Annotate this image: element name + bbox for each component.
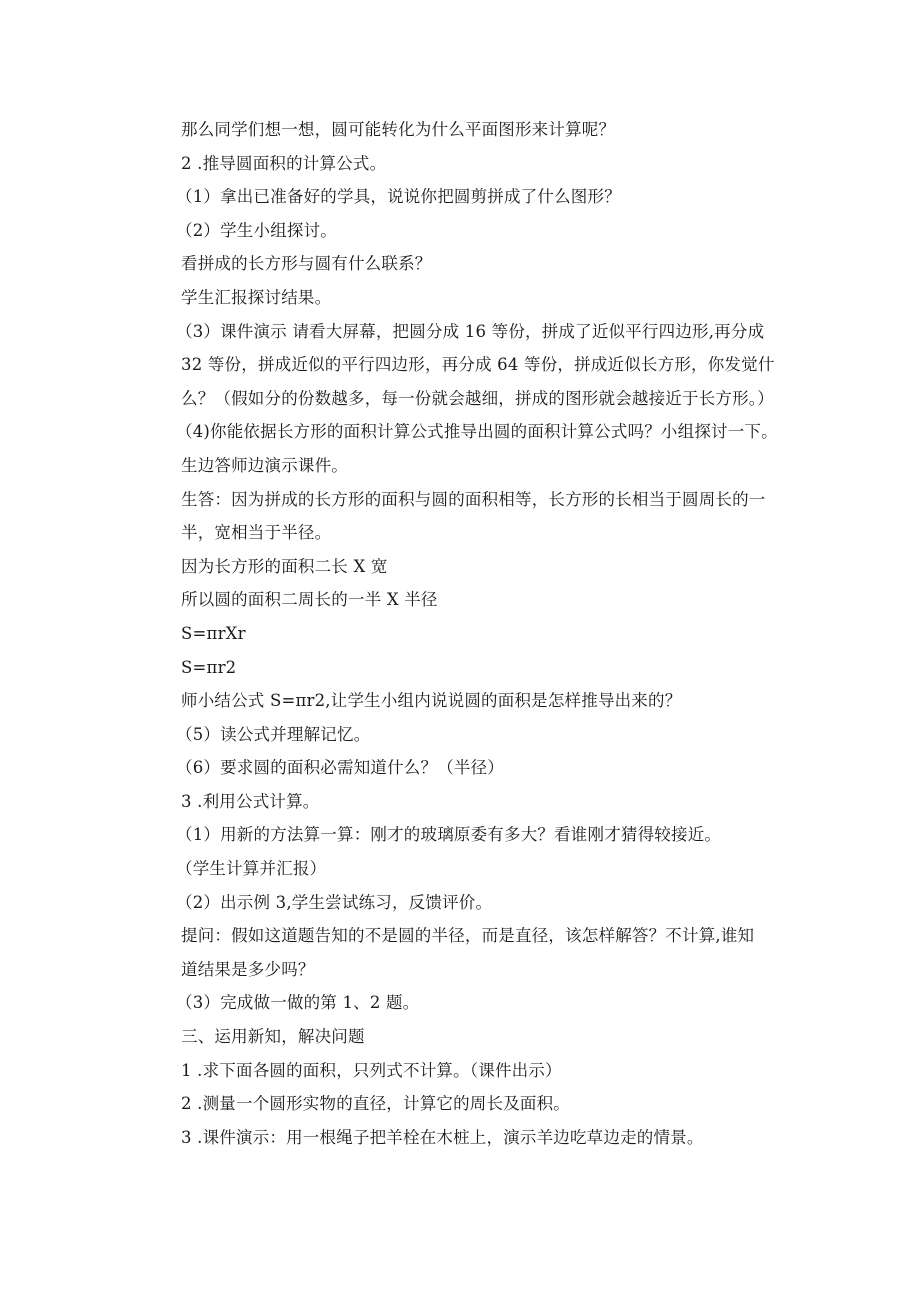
section-heading: 3 .利用公式计算。: [181, 791, 320, 811]
text-line: （6）要求圆的面积必需知道什么？（半径）: [176, 758, 504, 778]
text-line: 提问：假如这道题告知的不是圆的半径，而是直径，该怎样解答？不计算,谁知: [181, 926, 755, 946]
text-line: 师小结公式 S=πr2,让学生小组内说说圆的面积是怎样推导出来的？: [181, 691, 682, 711]
text-line: （4)你能依据长方形的面积计算公式推导出圆的面积计算公式吗？小组探讨一下。: [176, 422, 778, 442]
text-line: 学生汇报探讨结果。: [181, 287, 332, 307]
list-item: 2 .测量一个圆形实物的直径，计算它的周长及面积。: [181, 1094, 570, 1114]
text-line: （1）拿出已准备好的学具，说说你把圆剪拼成了什么图形？: [176, 187, 621, 207]
section-heading: 2 .推导圆面积的计算公式。: [181, 153, 387, 173]
formula-line: S=πr2: [181, 657, 237, 677]
formula-line: 因为长方形的面积二长 X 宽: [181, 556, 388, 576]
document-body: [176, 113, 801, 1154]
text-line: 么？（假如分的份数越多，每一份就会越细，拼成的图形就会越接近于长方形。）: [181, 388, 774, 408]
formula-line: S=πrXr: [181, 623, 246, 643]
list-item: 3 .课件演示：用一根绳子把羊栓在木桩上，演示羊边吃草边走的情景。: [181, 1127, 704, 1147]
text-line: 那么同学们想一想，圆可能转化为什么平面图形来计算呢？: [181, 120, 616, 139]
text-line: （学生计算并汇报）: [176, 859, 327, 879]
text-line: （5）读公式并理解记忆。: [176, 724, 371, 744]
text-line: 生答：因为拼成的长方形的面积与圆的面积相等，长方形的长相当于圆周长的一: [181, 489, 766, 509]
formula-line: 所以圆的面积二周长的一半 X 半径: [181, 590, 438, 610]
text-line: （3）课件演示 请看大屏幕，把圆分成 16 等份，拼成了近似平行四边形,再分成: [176, 321, 765, 341]
text-line: （1）用新的方法算一算：刚才的玻璃原委有多大？看谁刚才猜得较接近。: [176, 825, 722, 845]
section-heading: 三、运用新知，解决问题: [181, 1027, 365, 1047]
text-line: 生边答师边演示课件。: [181, 455, 348, 475]
text-line: （3）完成做一做的第 1、2 题。: [176, 993, 420, 1013]
text-line: （2）出示例 3,学生尝试练习，反馈评价。: [176, 892, 493, 912]
text-line: 32 等份，拼成近似的平行四边形，再分成 64 等份，拼成近似长方形，你发觉什: [181, 355, 775, 375]
text-line: 道结果是多少吗？: [181, 959, 315, 979]
text-line: （2）学生小组探讨。: [176, 220, 337, 240]
list-item: 1 .求下面各圆的面积，只列式不计算。（课件出示）: [181, 1060, 562, 1080]
text-line: 半，宽相当于半径。: [181, 523, 332, 543]
text-line: 看拼成的长方形与圆有什么联系？: [181, 254, 432, 274]
